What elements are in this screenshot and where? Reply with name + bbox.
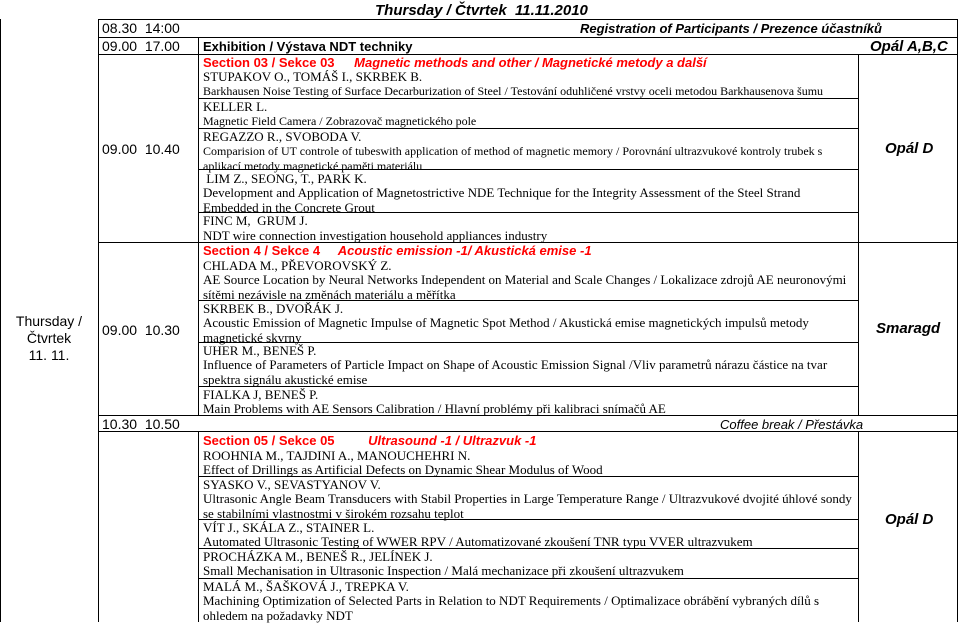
section-title: Ultrasound -1 / Ultrazvuk -1 — [368, 433, 537, 448]
page-title: Thursday / Čtvrtek 11.11.2010 — [375, 2, 588, 19]
exhibition-room: Opál A,B,C — [870, 38, 948, 55]
paper-authors: MALÁ M., ŠAŠKOVÁ J., TREPKA V. — [203, 579, 409, 594]
paper-title: Ultrasonic Angle Beam Transducers with Stabil Properties in Large Temperature Range / Ultrazvukové dvojité úhlové sondy se stabilními vlastnostmi v širokém rozsahu teplot — [203, 491, 852, 521]
paper-title: Effect of Drillings as Artificial Defects on Dynamic Shear Modulus of Wood — [203, 462, 603, 477]
paper-authors: PROCHÁZKA M., BENEŠ R., JELÍNEK J. — [203, 549, 433, 564]
section-number: Section 05 / Sekce 05 — [203, 433, 335, 448]
paper-authors: ROOHNIA M., TAJDINI A., MANOUCHEHRI N. — [203, 448, 471, 463]
table-vline-time — [198, 37, 199, 415]
paper-authors: FIALKA J, BENEŠ P. — [203, 387, 319, 402]
paper-title: Influence of Parameters of Particle Impact on Shape of Acoustic Emission Signal /Vliv parametrů nárazu částice na tvar spektra signálu akustické emise — [203, 357, 828, 387]
paper-authors: SKRBEK B., DVOŘÁK J. — [203, 301, 344, 316]
paper-title: Small Mechanisation in Ultrasonic Inspection / Malá mechanizace při zkoušení ultrazvukem — [203, 563, 684, 578]
section-05-room: Opál D — [885, 511, 934, 528]
section-05-heading — [203, 433, 536, 448]
section-title: Acoustic emission -1/ Akustická emise -1 — [337, 243, 592, 258]
paper-title: Comparision of UT controle of tubeswith application of method of magnetic memory / Porovnání ultrazvukové kontroly trubek s aplikací metody magnetické paměti materiálu — [203, 144, 823, 173]
paper-title: Machining Optimization of Selected Parts in Relation to NDT Requirements / Optimalizace obrábění vybraných dílů s ohledem na požadavky NDT — [203, 593, 820, 623]
section-title: Magnetic methods and other / Magnetické metody a další — [354, 55, 707, 70]
section-04-room: Smaragd — [876, 320, 941, 337]
paper-title: Magnetic Field Camera / Zobrazovač magnetického pole — [203, 114, 477, 128]
paper-title: Barkhausen Noise Testing of Surface Decarburization of Steel / Testování oduhličené vrstvy oceli metodou Barkhausenova šumu — [203, 84, 824, 98]
paper-authors: KELLER L. — [203, 99, 268, 114]
section-03-room: Opál D — [885, 140, 934, 157]
paper-title: NDT wire connection investigation household appliances industry — [203, 228, 548, 243]
day-label-line: 11. 11. — [28, 347, 70, 363]
section-number: Section 4 / Sekce 4 — [203, 243, 321, 258]
paper-authors: SYASKO V., SEVASTYANOV V. — [203, 477, 381, 492]
paper-authors: STUPAKOV O., TOMÁŠ I., SKRBEK B. — [203, 69, 423, 84]
coffee-time: 10.30 10.50 — [102, 416, 180, 432]
paper-authors: LIM Z., SEONG, T., PARK K. — [203, 171, 367, 186]
section-03-time: 09.00 10.40 — [102, 141, 180, 157]
day-label-line: Čtvrtek — [26, 330, 72, 346]
paper-authors: UHER M., BENEŠ P. — [203, 343, 317, 358]
table-vline-day — [98, 19, 99, 622]
table-vline-room — [858, 431, 859, 622]
paper-title: Development and Application of Magnetostrictive NDE Technique for the Integrity Assessment of the Steel Strand Embedded in the Concrete Grout — [203, 185, 801, 215]
table-vline-room — [858, 54, 859, 415]
exhibition-label: Exhibition / Výstava NDT techniky — [203, 39, 413, 54]
section-04-time: 09.00 10.30 — [102, 322, 180, 338]
registration-label: Registration of Participants / Prezence účastníků — [580, 21, 882, 36]
table-border-right — [957, 19, 958, 622]
day-label-line: Thursday / — [15, 313, 83, 329]
paper-title: Main Problems with AE Sensors Calibration / Hlavní problémy při kalibraci snímačů AE — [203, 401, 666, 416]
section-03-heading — [203, 55, 707, 70]
section-number: Section 03 / Sekce 03 — [203, 55, 335, 70]
coffee-label: Coffee break / Přestávka — [720, 417, 864, 432]
day-label — [0, 313, 98, 364]
paper-authors: REGAZZO R., SVOBODA V. — [203, 129, 362, 144]
paper-authors: CHLADA M., PŘEVOROVSKÝ Z. — [203, 258, 392, 273]
registration-time: 08.30 14:00 — [102, 20, 180, 36]
table-hline — [98, 37, 958, 38]
paper-title: Acoustic Emission of Magnetic Impulse of Magnetic Spot Method / Akustická emise magnetických impulsů metody magnetické skvrny — [203, 315, 809, 345]
paper-authors: FINC M, GRUM J. — [203, 213, 308, 228]
paper-title: AE Source Location by Neural Networks Independent on Material and Scale Changes / Lokalizace zdrojů AE neuronovými sítěmi nezávisle na změnách materiálu a měřítka — [203, 272, 847, 302]
table-hline — [98, 19, 958, 20]
paper-authors: VÍT J., SKÁLA Z., STAINER L. — [203, 520, 375, 535]
paper-title: Automated Ultrasonic Testing of WWER RPV / Automatizované zkoušení TNR typu VVER ultrazvukem — [203, 534, 753, 549]
table-vline-time — [198, 431, 199, 622]
exhibition-time: 09.00 17.00 — [102, 38, 180, 54]
section-04-heading — [203, 243, 592, 258]
